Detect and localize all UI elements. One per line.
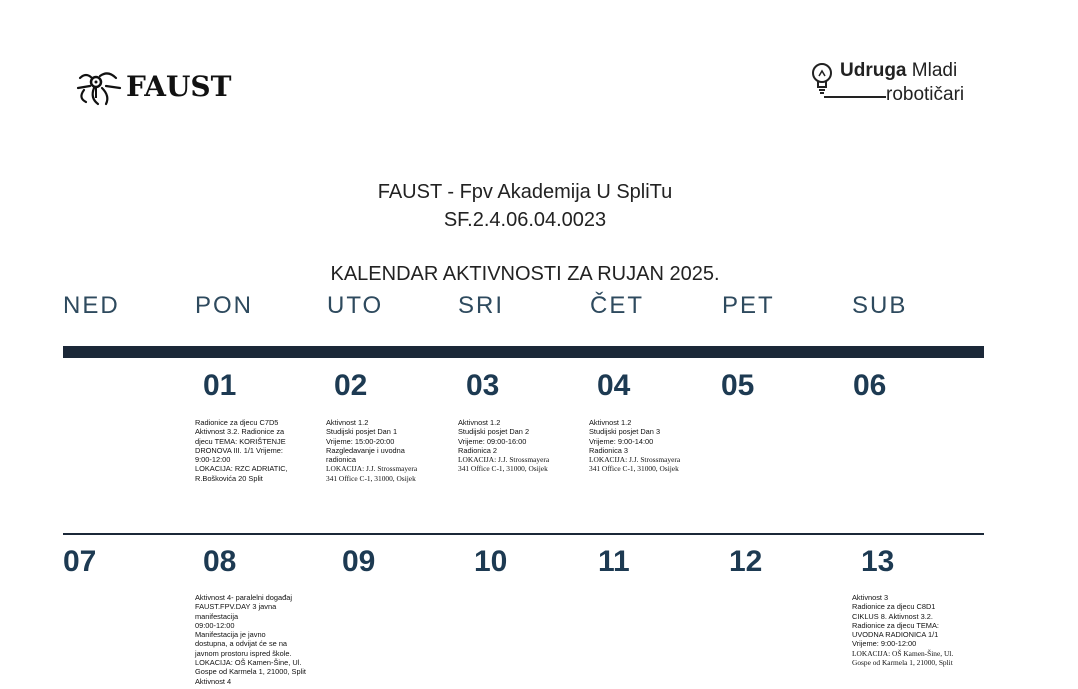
event-line: Aktivnost 4 [195, 676, 232, 686]
event-line: UVODNA RADIONICA 1/1 [852, 630, 939, 640]
faust-logo-text: FAUST [126, 70, 232, 103]
faust-logo [76, 68, 232, 108]
event-line: Studijski posjet Dan 2 [458, 427, 530, 437]
event-line: djecu TEMA: KORIŠTENJE [195, 436, 286, 446]
event-line: Gospe od Karmela 1, 21000, Split [852, 658, 953, 668]
event-line: 341 Office C-1, 31000, Osijek [458, 464, 548, 474]
event-line: radionica [326, 455, 356, 465]
event-line: Razgledavanje i uvodna [326, 445, 405, 455]
event-line: Vrijeme: 9:00-12:00 [852, 639, 917, 649]
drone-bug-icon [76, 68, 126, 108]
event-line: Studijski posjet Dan 1 [326, 427, 398, 437]
udruga-logo [810, 58, 990, 104]
day-number: 10 [474, 545, 508, 578]
event-line: Radionice za djecu TEMA: [852, 620, 939, 630]
event-line: Aktivnost 4- paralelni događaj [195, 593, 292, 602]
event-line: Aktivnost 3.2. Radionice za [195, 427, 285, 437]
event-sep-08 [195, 593, 323, 686]
event-line: 341 Office C-1, 31000, Osijek [326, 473, 416, 483]
day-number: 04 [597, 369, 631, 402]
calendar-title: KALENDAR AKTIVNOSTI ZA RUJAN 2025. [330, 263, 720, 285]
event-line: DRONOVA III. 1/1 Vrijeme: [195, 445, 283, 455]
udruga-logo-line2: robotičari [886, 84, 965, 105]
weekday-ned: NED [63, 292, 120, 319]
document-title: FAUST - Fpv Akademija U SpliTu [377, 181, 673, 203]
event-sep-02 [326, 418, 454, 483]
event-line: Aktivnost 1.2 [458, 418, 501, 427]
event-line: CIKLUS 8. Aktivnost 3.2. [852, 611, 933, 621]
day-number: 08 [203, 545, 237, 578]
event-line: LOKACIJA: J.J. Strossmayera [458, 455, 550, 465]
lightbulb-icon [810, 60, 836, 100]
event-line: Vrijeme: 15:00-20:00 [326, 436, 395, 446]
day-number: 01 [203, 369, 237, 402]
event-line: Vrijeme: 09:00-16:00 [458, 436, 527, 446]
event-line: Radionica 3 [589, 445, 629, 455]
document-code: SF.2.4.06.04.0023 [443, 209, 607, 231]
weekday-uto: UTO [327, 292, 384, 319]
day-number: 05 [721, 369, 755, 402]
event-line: Aktivnost 3 [852, 593, 889, 602]
event-line: 341 Office C-1, 31000, Osijek [589, 464, 679, 474]
event-line: javnom prostoru ispred škole. [195, 648, 292, 658]
logo-rule [824, 96, 886, 98]
weekday-sub: SUB [852, 292, 908, 319]
event-line: FAUST.FPV.DAY 3 javna [195, 602, 277, 612]
event-line: R.Boškovića 20 Split [195, 473, 263, 483]
event-line: Vrijeme: 9:00-14:00 [589, 436, 654, 446]
event-line: 9:00-12:00 [195, 455, 231, 465]
event-line: LOKACIJA: RZC ADRIATIC, [195, 464, 288, 474]
week-divider [63, 533, 984, 535]
event-line: Manifestacija je javno [195, 630, 266, 640]
event-line: Aktivnost 1.2 [589, 418, 632, 427]
event-line: Gospe od Karmela 1, 21000, Split [195, 667, 306, 677]
udruga-logo-line1: Udruga Mladi [840, 60, 958, 81]
event-line: LOKACIJA: J.J. Strossmayera [589, 455, 681, 465]
event-line: Aktivnost 1.2 [326, 418, 369, 427]
day-number: 02 [334, 369, 368, 402]
event-sep-13 [852, 593, 980, 667]
day-number: 06 [853, 369, 887, 402]
day-number: 11 [598, 545, 630, 578]
day-number: 13 [861, 545, 895, 578]
event-line: dostupna, a odvijat će se na [195, 639, 288, 649]
header-bar [63, 346, 984, 358]
event-line: Radionice za djecu C8D1 [852, 602, 936, 612]
weekday-pon: PON [195, 292, 254, 319]
event-line: Radionica 2 [458, 445, 498, 455]
event-sep-03 [458, 418, 586, 474]
weekday-sri: SRI [458, 292, 505, 319]
event-line: 09:00-12:00 [195, 620, 235, 630]
weekday-cet: ČET [590, 292, 644, 319]
day-number: 09 [342, 545, 376, 578]
day-number: 07 [63, 545, 97, 578]
event-line: manifestacija [195, 611, 239, 621]
event-line: Studijski posjet Dan 3 [589, 427, 661, 437]
event-line: Radionice za djecu C7D5 [195, 418, 279, 427]
event-line: LOKACIJA: OŠ Kamen-Šine, Ul. [195, 658, 302, 668]
event-line: LOKACIJA: OŠ Kamen-Šine, Ul. [852, 648, 954, 658]
event-sep-01 [195, 418, 323, 483]
day-number: 12 [729, 545, 763, 578]
event-line: LOKACIJA: J.J. Strossmayera [326, 464, 418, 474]
event-sep-04 [589, 418, 717, 474]
weekday-pet: PET [722, 292, 775, 319]
day-number: 03 [466, 369, 500, 402]
